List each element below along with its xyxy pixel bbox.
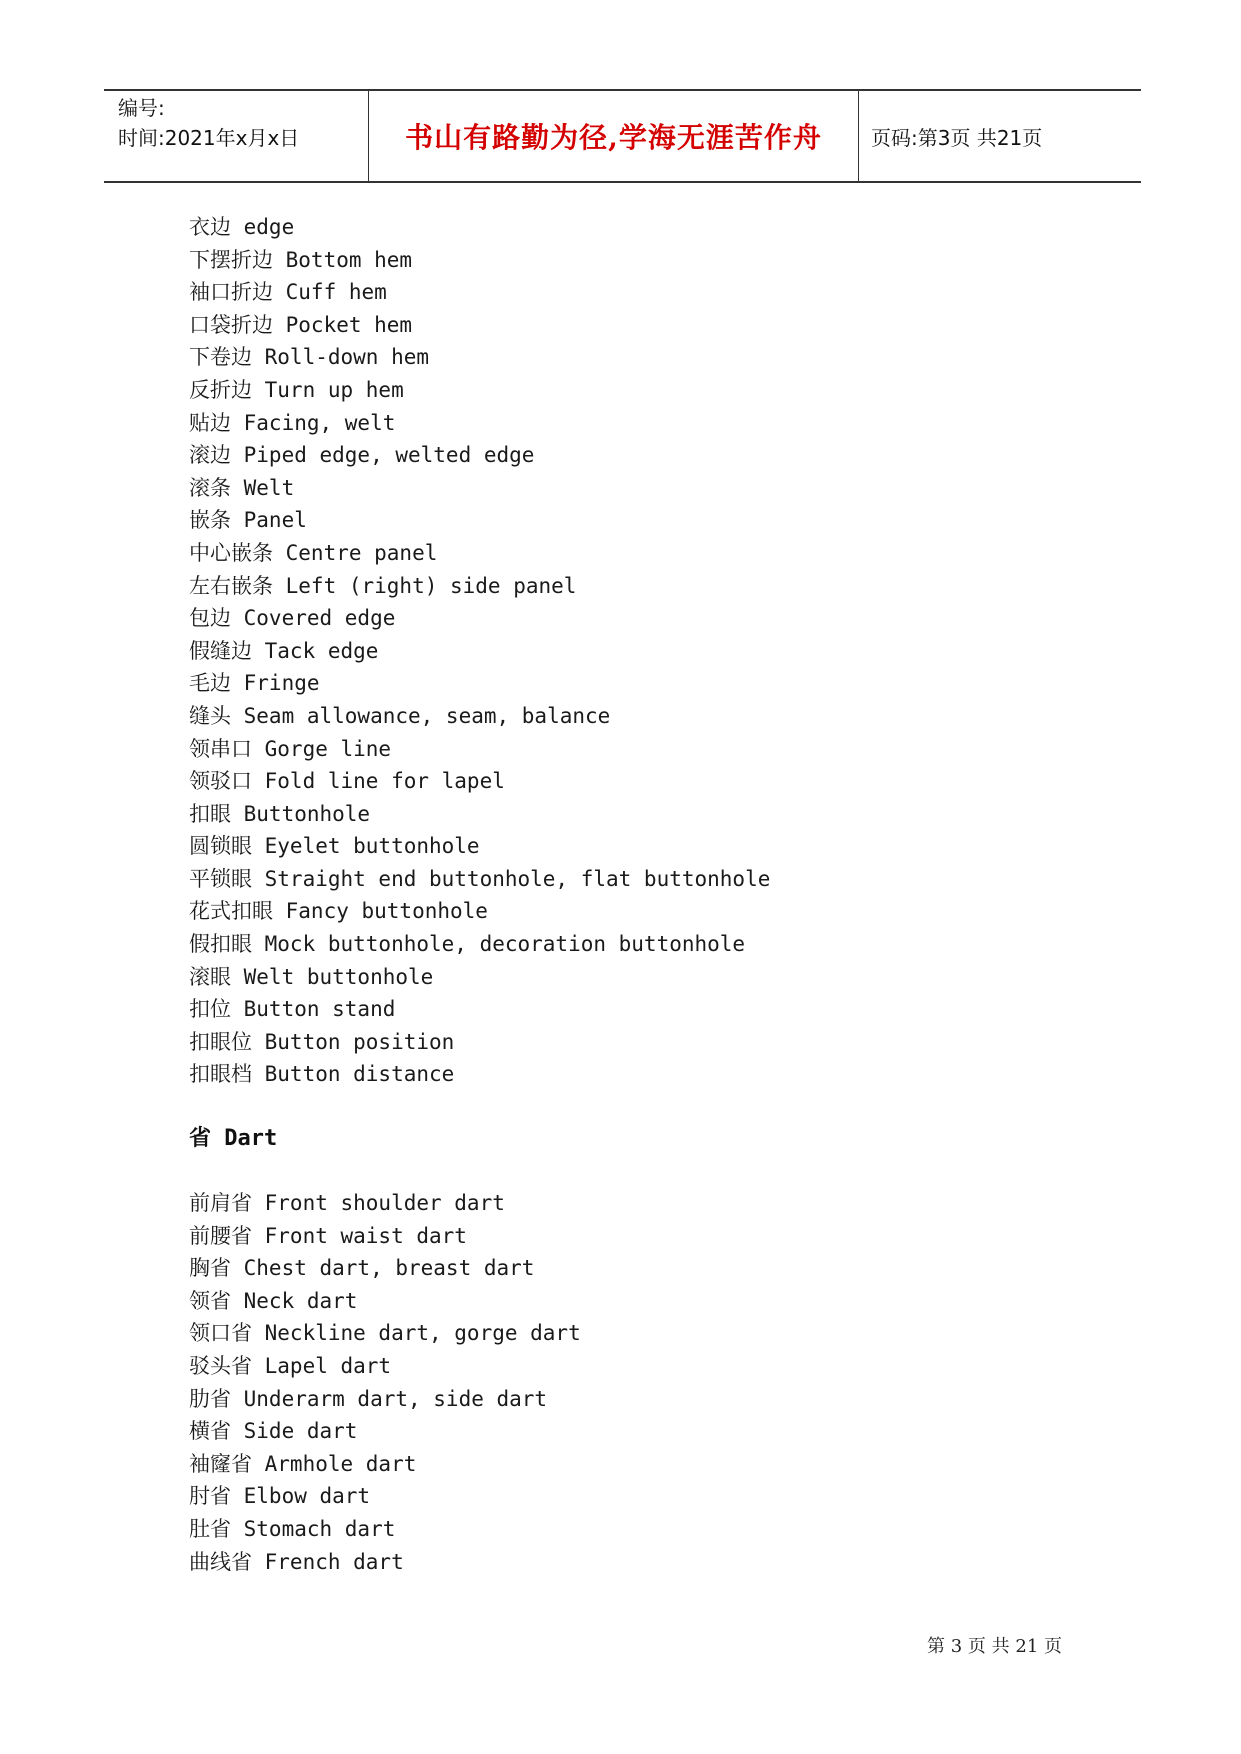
term-item: 嵌条 Panel: [189, 508, 307, 533]
dart-term-item: 领口省 Neckline dart, gorge dart: [189, 1321, 581, 1346]
term-item: 袖口折边 Cuff hem: [189, 280, 387, 305]
dart-term-item: 横省 Side dart: [189, 1419, 358, 1444]
term-list: [189, 211, 1089, 1091]
term-item: 假缝边 Tack edge: [189, 638, 379, 663]
term-item: 领串口 Gorge line: [189, 736, 392, 761]
glossary-content: [189, 211, 1089, 1578]
term-item: 滚眼 Welt buttonhole: [189, 964, 434, 989]
dart-term-item: 领省 Neck dart: [189, 1288, 358, 1313]
term-item: 滚条 Welt: [189, 475, 295, 500]
dart-term-item: 前肩省 Front shoulder dart: [189, 1191, 505, 1216]
term-item: 缝头 Seam allowance, seam, balance: [189, 703, 611, 728]
page-header: [104, 89, 1141, 183]
term-item: 毛边 Fringe: [189, 671, 320, 696]
page-footer: 第 3 页 共 21 页: [927, 1636, 1062, 1657]
term-item: 扣眼 Buttonhole: [189, 801, 371, 826]
header-info-cell: [104, 91, 369, 181]
dart-term-item: 肘省 Elbow dart: [189, 1484, 371, 1509]
term-item: 假扣眼 Mock buttonhole, decoration buttonhole: [189, 932, 746, 957]
dart-term-item: 肋省 Underarm dart, side dart: [189, 1386, 548, 1411]
header-page-cell: [859, 91, 1141, 181]
term-item: 扣眼档 Button distance: [189, 1062, 455, 1087]
dart-term-item: 前腰省 Front waist dart: [189, 1223, 467, 1248]
dart-term-item: 胸省 Chest dart, breast dart: [189, 1256, 535, 1281]
term-item: 圆锁眼 Eyelet buttonhole: [189, 834, 480, 859]
term-item: 扣位 Button stand: [189, 997, 396, 1022]
term-item: 花式扣眼 Fancy buttonhole: [189, 899, 488, 924]
term-item: 衣边 edge: [189, 215, 295, 239]
term-item: 平锁眼 Straight end buttonhole, flat buttonhole: [189, 866, 771, 891]
term-item: 中心嵌条 Centre panel: [189, 540, 438, 565]
term-item: 扣眼位 Button position: [189, 1029, 455, 1054]
section-heading-dart: 省 Dart: [189, 1126, 278, 1152]
term-item: 反折边 Turn up hem: [189, 377, 404, 402]
dart-term-item: 曲线省 French dart: [189, 1549, 404, 1574]
dart-term-item: 肚省 Stomach dart: [189, 1516, 396, 1541]
term-item: 下卷边 Roll-down hem: [189, 345, 430, 370]
term-item: 口袋折边 Pocket hem: [189, 312, 413, 337]
header-page-info: 页码:第3页 共21页: [871, 125, 1043, 150]
document-number-label: 编号:: [118, 96, 165, 120]
dart-term-list: [189, 1187, 1089, 1578]
term-item: 领驳口 Fold line for lapel: [189, 769, 505, 794]
header-motto: 书山有路勤为径,学海无涯苦作舟: [405, 121, 822, 154]
header-motto-cell: [369, 91, 859, 181]
dart-term-item: 袖窿省 Armhole dart: [189, 1451, 417, 1476]
term-item: 贴边 Facing, welt: [189, 410, 396, 435]
dart-term-item: 驳头省 Lapel dart: [189, 1354, 392, 1378]
term-item: 包边 Covered edge: [189, 606, 396, 631]
term-item: 下摆折边 Bottom hem: [189, 247, 413, 272]
term-item: 左右嵌条 Left (right) side panel: [189, 573, 577, 598]
document-time-label: 时间:2021年x月x日: [118, 126, 300, 150]
term-item: 滚边 Piped edge, welted edge: [189, 443, 535, 468]
